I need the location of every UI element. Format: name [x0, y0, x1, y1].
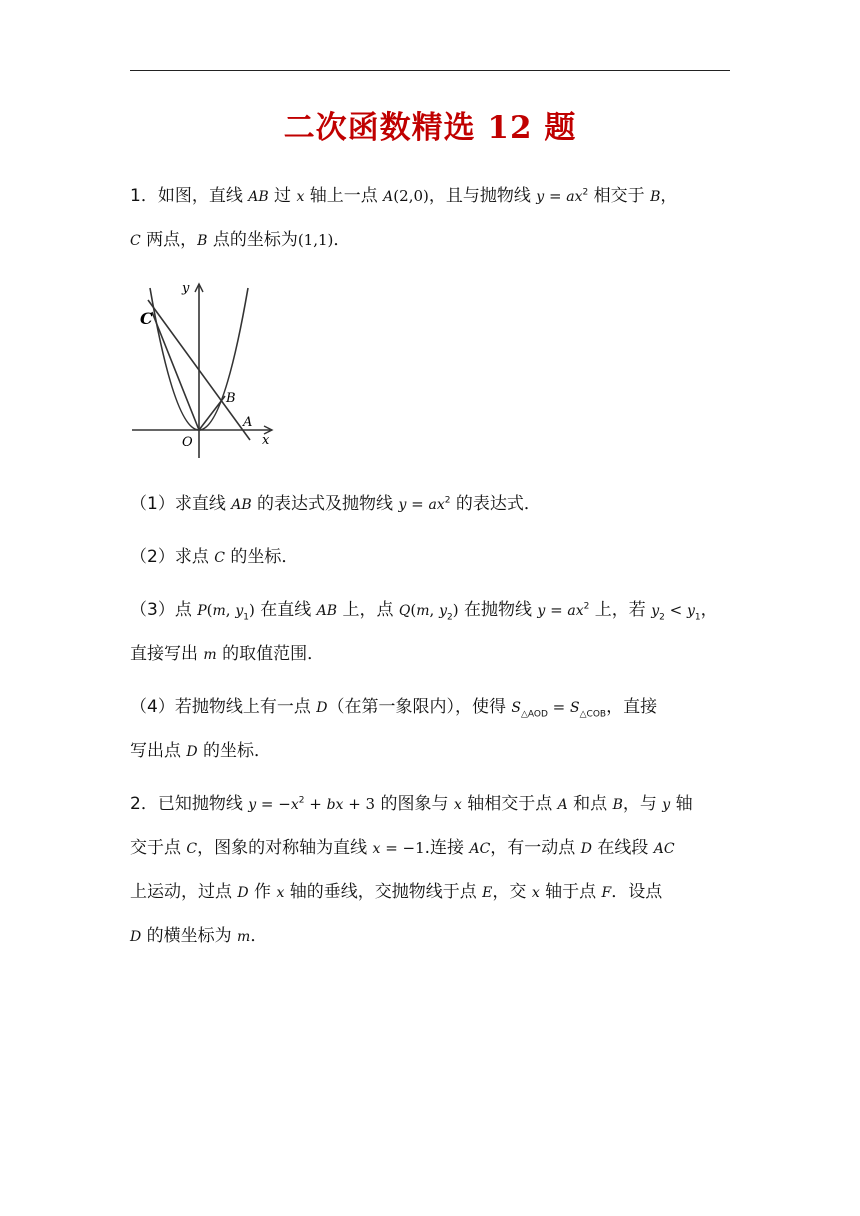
segment-ob: [199, 396, 225, 430]
q1-line1: 1．如图，直线 AB 过 x 轴上一点 A(2,0)，且与抛物线 $y = ax^2$ 相交于 B，: [130, 186, 678, 206]
q1-figure: [130, 278, 280, 463]
q2-line2: 交于点 C，图象的对称轴为直线 x = −1.连接 AC，有一动点 D 在线段 AC: [130, 838, 675, 858]
q1-sub3-line1: （3）点 P(m, $y_1$) 在直线 AB 上，点 Q(m, $y_2$) 在抛物线 $y = ax^2$ 上，若 $y_2 < y_1$，: [130, 600, 718, 623]
q2-line3: 上运动，过点 D 作 x 轴的垂线，交抛物线于点 E，交 x 轴于点 F．设点: [130, 882, 663, 902]
q2-line1: 2．已知抛物线 $y = -x^2$ + bx + 3 的图象与 x 轴相交于点 A 和点 B，与 y 轴: [130, 794, 693, 814]
q1-sub4-line2: 写出点 D 的坐标．: [130, 741, 272, 761]
page-title: 二次函数精选 12 题: [283, 110, 577, 146]
label-o: O: [182, 435, 193, 450]
segment-oc: [152, 312, 199, 430]
label-b: B: [226, 391, 236, 406]
q1-sub1: （1）求直线 AB 的表达式及抛物线 $y = ax^2$ 的表达式．: [130, 494, 541, 514]
q1-sub2: （2）求点 C 的坐标．: [130, 547, 299, 567]
label-a: A: [243, 415, 253, 430]
q1-line2: C 两点，B 点的坐标为(1,1)．: [130, 230, 351, 250]
label-y: y: [182, 281, 190, 296]
header-rule: [130, 70, 730, 71]
label-x: x: [262, 433, 270, 448]
q1-sub3-line2: 直接写出 m 的取值范围．: [130, 644, 325, 664]
label-c: C: [140, 309, 153, 328]
q2-line4: D 的横坐标为 m．: [130, 926, 268, 946]
q1-sub4-line1: （4）若抛物线上有一点 D（在第一象限内），使得 $S_{\triangle AOD} = S_{\triangle COB}$，直接: [130, 697, 658, 720]
